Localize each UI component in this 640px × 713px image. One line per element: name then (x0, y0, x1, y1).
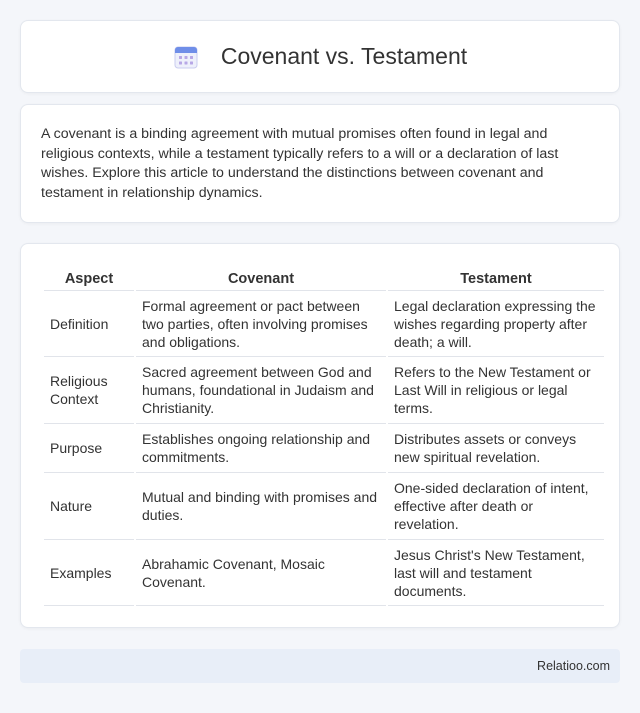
table-row (44, 290, 604, 356)
cell-testament: Distributes assets or conveys new spiritual revelation. (388, 423, 604, 472)
cell-testament: Legal declaration expressing the wishes regarding property after death; a will. (388, 290, 604, 356)
page-title: Covenant vs. Testament (220, 43, 468, 69)
footer-brand: Relatioo.com (537, 659, 610, 673)
cell-aspect: Examples (44, 539, 134, 606)
table-header-row (44, 264, 604, 290)
cell-covenant: Mutual and binding with promises and duties. (136, 472, 386, 539)
header-covenant: Covenant (227, 270, 295, 287)
table-row (44, 539, 604, 606)
header-aspect: Aspect (64, 270, 114, 287)
cell-covenant: Establishes ongoing relationship and commitments. (136, 423, 386, 472)
intro-text: A covenant is a binding agreement with mutual promises often found in legal and religious contexts, while a testament typically refers to a will or a declaration of last wishes. Explore this article to understand the distinctions between covenant and testament in relationship dynamics. (41, 126, 559, 201)
header-testament: Testament (460, 270, 532, 287)
cell-aspect: Religious Context (44, 356, 134, 423)
cell-testament: One-sided declaration of intent, effective after death or revelation. (388, 472, 604, 539)
cell-covenant: Sacred agreement between God and humans, foundational in Judaism and Christianity. (136, 356, 386, 423)
cell-aspect: Definition (44, 290, 134, 356)
footer (20, 649, 620, 683)
cell-testament: Jesus Christ's New Testament, last will and testament documents. (388, 539, 604, 606)
comparison-table (42, 264, 606, 606)
cell-covenant: Abrahamic Covenant, Mosaic Covenant. (136, 539, 386, 606)
table-row (44, 356, 604, 423)
intro-card (20, 104, 620, 223)
cell-covenant: Formal agreement or pact between two parties, often involving promises and obligations. (136, 290, 386, 356)
table-row (44, 472, 604, 539)
table-card (20, 243, 620, 628)
cell-aspect: Nature (44, 472, 134, 539)
calendar-icon (173, 44, 199, 70)
table-row (44, 423, 604, 472)
cell-testament: Refers to the New Testament or Last Will in religious or legal terms. (388, 356, 604, 423)
title-card (20, 20, 620, 93)
cell-aspect: Purpose (44, 423, 134, 472)
